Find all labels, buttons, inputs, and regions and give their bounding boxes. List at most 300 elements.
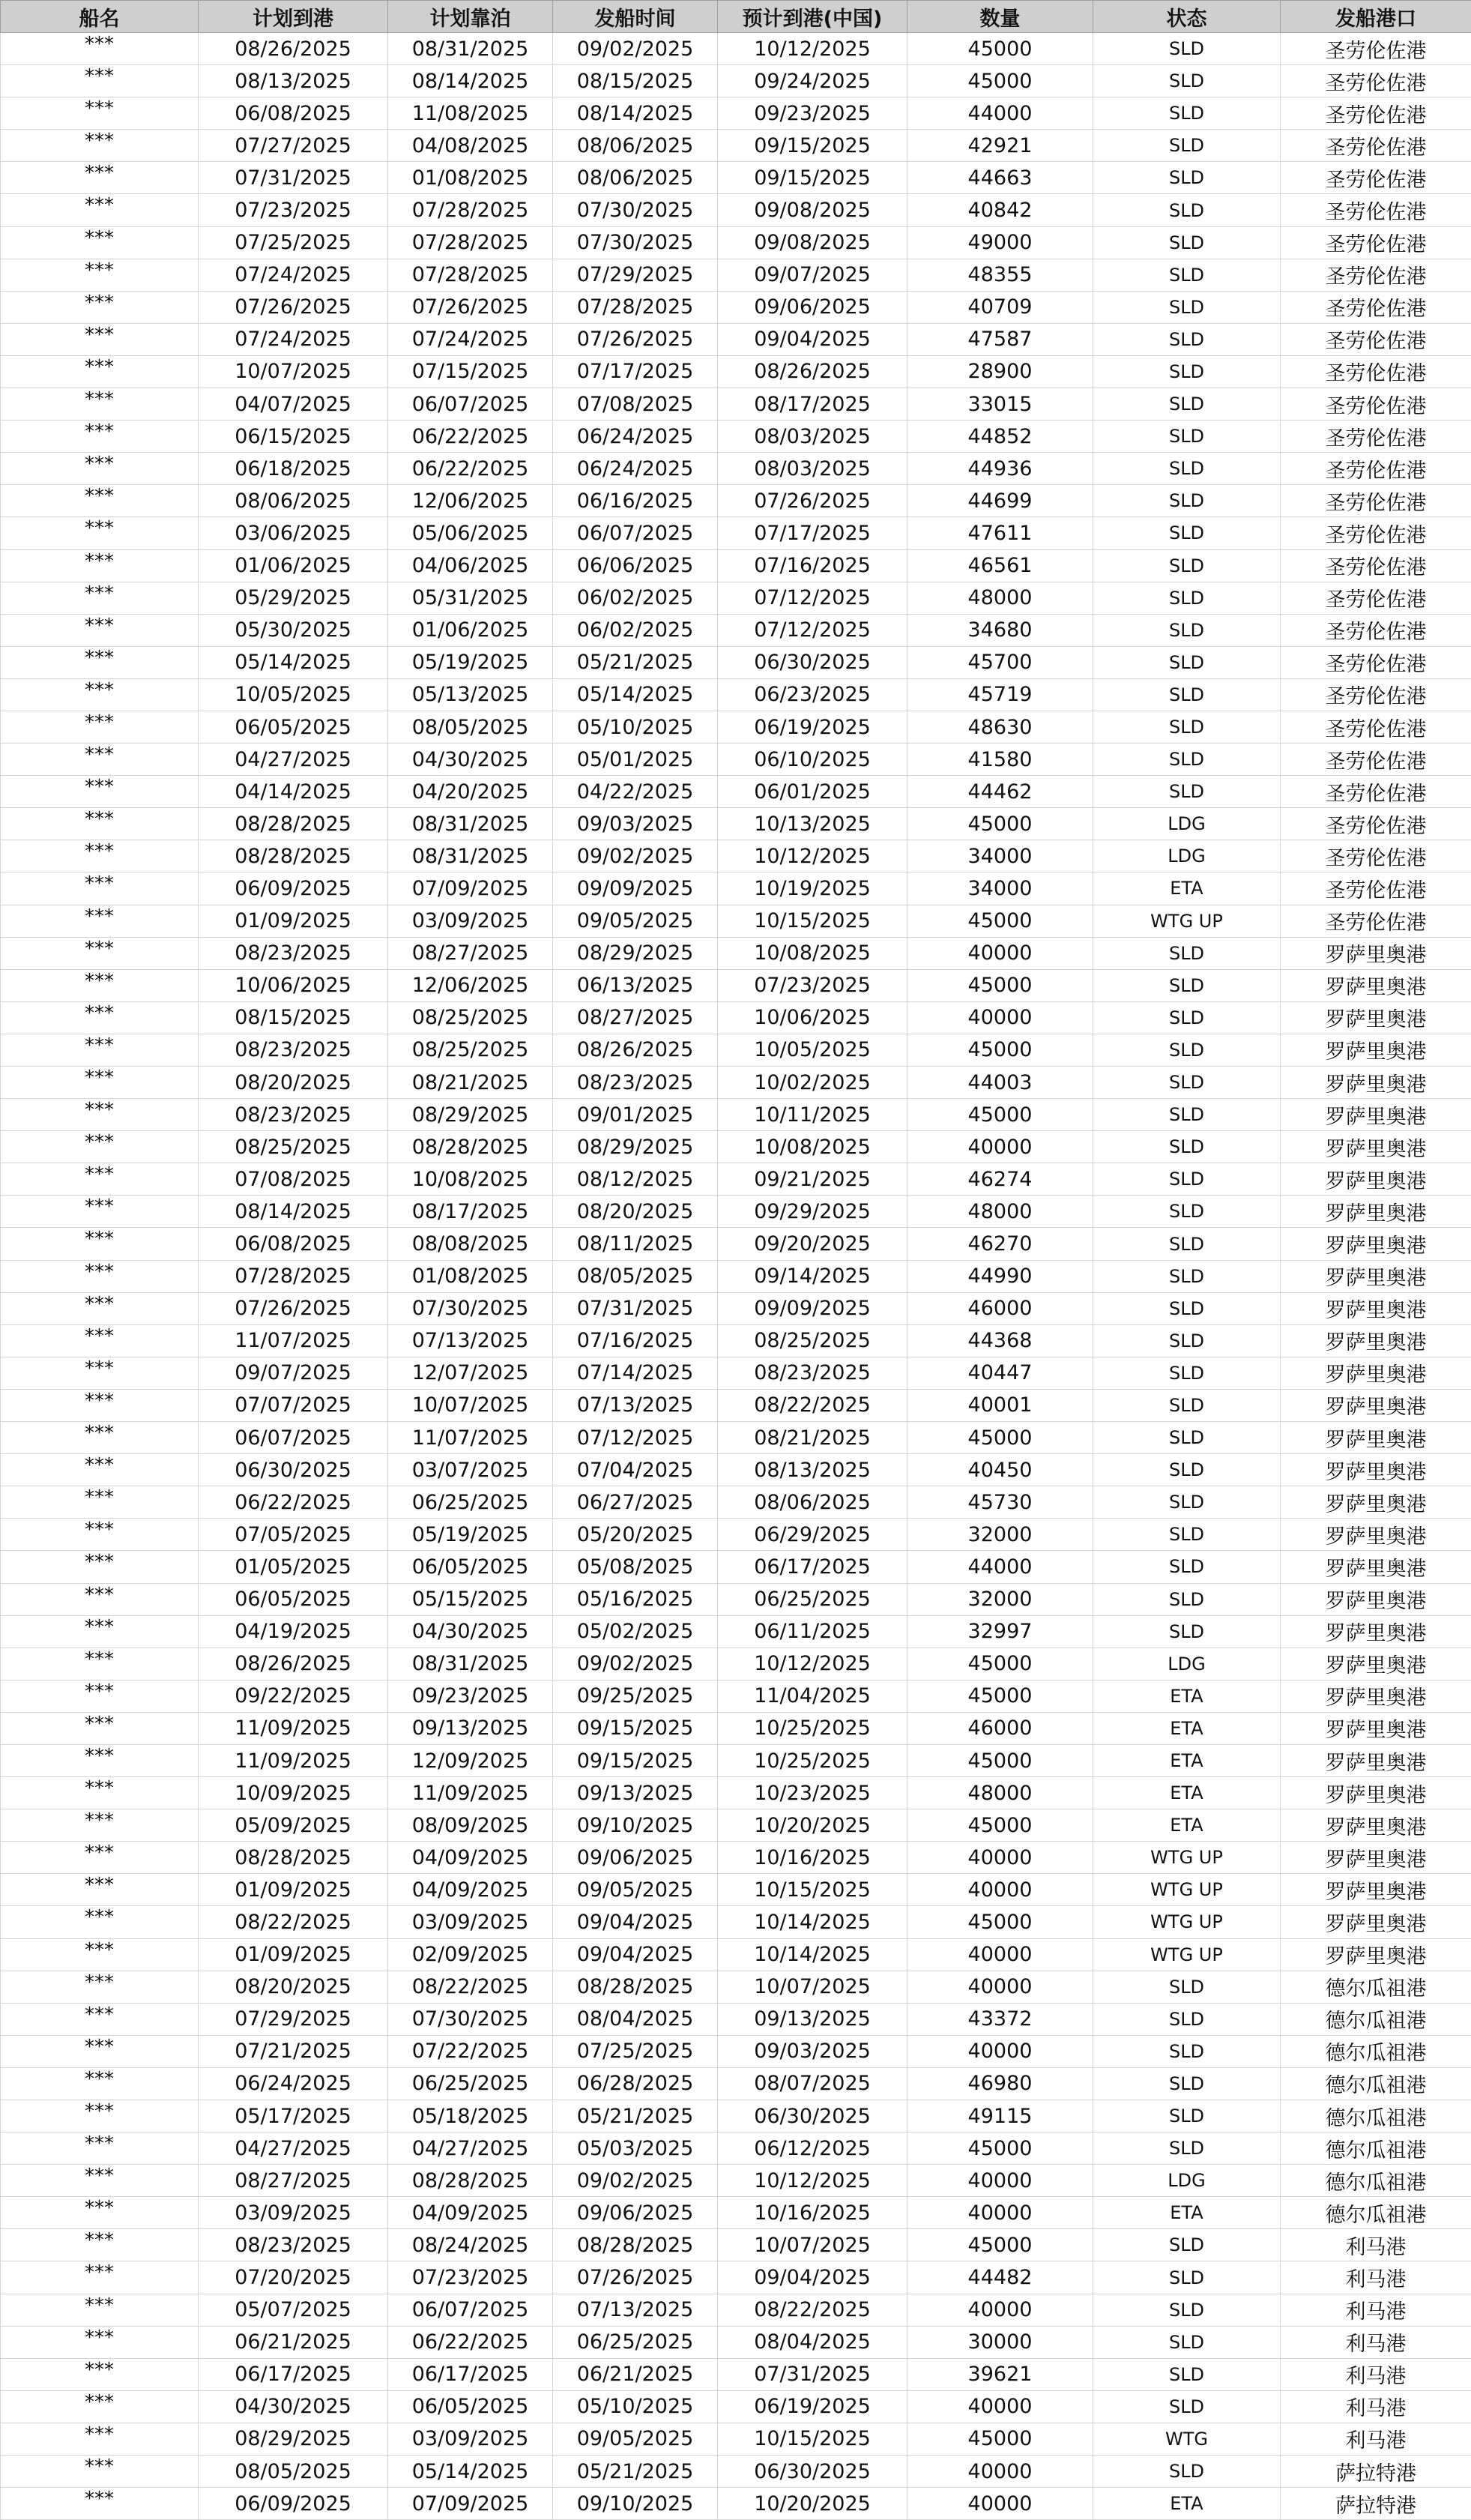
planned-berthing-cell: 08/29/2025 xyxy=(388,1099,553,1131)
planned-berthing-cell: 07/30/2025 xyxy=(388,1292,553,1324)
eta-china-cell: 10/12/2025 xyxy=(718,2165,907,2197)
planned-berthing-cell: 06/25/2025 xyxy=(388,1486,553,1519)
quantity-cell: 40000 xyxy=(907,1938,1093,1971)
planned-arrival-cell: 01/06/2025 xyxy=(199,549,388,582)
table-row xyxy=(1,2229,1471,2261)
quantity-cell: 45000 xyxy=(907,1034,1093,1066)
planned-arrival-cell: 07/21/2025 xyxy=(199,2035,388,2067)
quantity-cell: 45000 xyxy=(907,1099,1093,1131)
vessel-name-cell: *** xyxy=(1,840,199,872)
vessel-name-cell: *** xyxy=(1,2132,199,2165)
table-row xyxy=(1,130,1471,162)
table-row xyxy=(1,2456,1471,2488)
sailing-date-cell: 08/29/2025 xyxy=(553,937,718,969)
loading-port-cell: 圣劳伦佐港 xyxy=(1281,905,1471,937)
quantity-cell: 40842 xyxy=(907,194,1093,226)
quantity-cell: 45000 xyxy=(907,1680,1093,1712)
sailing-date-cell: 05/21/2025 xyxy=(553,2456,718,2488)
eta-china-cell: 06/29/2025 xyxy=(718,1519,907,1551)
quantity-cell: 34000 xyxy=(907,872,1093,905)
table-row xyxy=(1,1583,1471,1615)
sailing-date-cell: 09/06/2025 xyxy=(553,2197,718,2229)
table-row xyxy=(1,1001,1471,1034)
vessel-name-cell: *** xyxy=(1,1744,199,1776)
planned-arrival-cell: 06/18/2025 xyxy=(199,453,388,485)
eta-china-cell: 08/21/2025 xyxy=(718,1422,907,1454)
quantity-cell: 40000 xyxy=(907,1971,1093,2003)
quantity-cell: 48630 xyxy=(907,711,1093,743)
status-cell: SLD xyxy=(1093,2326,1281,2358)
table-row xyxy=(1,614,1471,646)
loading-port-cell: 罗萨里奥港 xyxy=(1281,1809,1471,1842)
planned-berthing-cell: 05/31/2025 xyxy=(388,582,553,614)
status-cell: SLD xyxy=(1093,1196,1281,1228)
planned-arrival-cell: 04/07/2025 xyxy=(199,388,388,420)
sailing-date-cell: 09/04/2025 xyxy=(553,1906,718,1938)
status-cell: SLD xyxy=(1093,2003,1281,2035)
vessel-name-cell: *** xyxy=(1,1067,199,1099)
sailing-date-cell: 09/06/2025 xyxy=(553,1842,718,1874)
header-planned-arrival: 计划到港 xyxy=(199,1,388,33)
vessel-name-cell: *** xyxy=(1,1357,199,1389)
eta-china-cell: 10/02/2025 xyxy=(718,1067,907,1099)
loading-port-cell: 圣劳伦佐港 xyxy=(1281,323,1471,355)
status-cell: WTG UP xyxy=(1093,1842,1281,1874)
table-row xyxy=(1,1842,1471,1874)
vessel-name-cell: *** xyxy=(1,97,199,130)
eta-china-cell: 10/25/2025 xyxy=(718,1712,907,1744)
sailing-date-cell: 09/02/2025 xyxy=(553,33,718,65)
table-row xyxy=(1,194,1471,226)
status-cell: SLD xyxy=(1093,453,1281,485)
loading-port-cell: 圣劳伦佐港 xyxy=(1281,291,1471,323)
planned-arrival-cell: 08/23/2025 xyxy=(199,1034,388,1066)
sailing-date-cell: 06/02/2025 xyxy=(553,582,718,614)
status-cell: SLD xyxy=(1093,1422,1281,1454)
vessel-name-cell: *** xyxy=(1,1486,199,1519)
eta-china-cell: 06/01/2025 xyxy=(718,776,907,808)
planned-berthing-cell: 04/09/2025 xyxy=(388,1842,553,1874)
header-eta-china: 预计到港(中国) xyxy=(718,1,907,33)
vessel-name-cell: *** xyxy=(1,1196,199,1228)
loading-port-cell: 罗萨里奥港 xyxy=(1281,969,1471,1001)
planned-berthing-cell: 04/09/2025 xyxy=(388,1874,553,1906)
eta-china-cell: 08/25/2025 xyxy=(718,1324,907,1357)
quantity-cell: 40000 xyxy=(907,1001,1093,1034)
vessel-name-cell: *** xyxy=(1,2358,199,2390)
eta-china-cell: 09/07/2025 xyxy=(718,259,907,291)
planned-berthing-cell: 12/07/2025 xyxy=(388,1357,553,1389)
eta-china-cell: 10/23/2025 xyxy=(718,1777,907,1809)
quantity-cell: 46000 xyxy=(907,1292,1093,1324)
planned-berthing-cell: 04/27/2025 xyxy=(388,2132,553,2165)
planned-arrival-cell: 11/09/2025 xyxy=(199,1712,388,1744)
planned-arrival-cell: 05/17/2025 xyxy=(199,2100,388,2132)
quantity-cell: 44000 xyxy=(907,97,1093,130)
table-row xyxy=(1,1744,1471,1776)
header-loading-port: 发船港口 xyxy=(1281,1,1471,33)
planned-berthing-cell: 08/24/2025 xyxy=(388,2229,553,2261)
loading-port-cell: 罗萨里奥港 xyxy=(1281,1260,1471,1292)
eta-china-cell: 07/26/2025 xyxy=(718,485,907,517)
table-row xyxy=(1,2035,1471,2067)
loading-port-cell: 罗萨里奥港 xyxy=(1281,1324,1471,1357)
eta-china-cell: 06/30/2025 xyxy=(718,646,907,678)
quantity-cell: 45000 xyxy=(907,2423,1093,2455)
header-sailing-date: 发船时间 xyxy=(553,1,718,33)
loading-port-cell: 圣劳伦佐港 xyxy=(1281,130,1471,162)
sailing-date-cell: 05/20/2025 xyxy=(553,1519,718,1551)
loading-port-cell: 利马港 xyxy=(1281,2229,1471,2261)
vessel-name-cell: *** xyxy=(1,2003,199,2035)
eta-china-cell: 10/20/2025 xyxy=(718,2488,907,2520)
status-cell: SLD xyxy=(1093,259,1281,291)
planned-berthing-cell: 06/22/2025 xyxy=(388,453,553,485)
planned-arrival-cell: 06/17/2025 xyxy=(199,2358,388,2390)
sailing-date-cell: 06/24/2025 xyxy=(553,453,718,485)
planned-berthing-cell: 07/28/2025 xyxy=(388,226,553,259)
sailing-date-cell: 09/10/2025 xyxy=(553,2488,718,2520)
sailing-date-cell: 08/06/2025 xyxy=(553,162,718,194)
planned-berthing-cell: 04/20/2025 xyxy=(388,776,553,808)
sailing-date-cell: 06/28/2025 xyxy=(553,2067,718,2100)
header-planned-berthing: 计划靠泊 xyxy=(388,1,553,33)
status-cell: SLD xyxy=(1093,1971,1281,2003)
sailing-date-cell: 05/08/2025 xyxy=(553,1551,718,1583)
sailing-date-cell: 07/16/2025 xyxy=(553,1324,718,1357)
loading-port-cell: 利马港 xyxy=(1281,2390,1471,2423)
vessel-name-cell: *** xyxy=(1,1034,199,1066)
vessel-name-cell: *** xyxy=(1,1163,199,1196)
planned-arrival-cell: 08/28/2025 xyxy=(199,840,388,872)
eta-china-cell: 06/12/2025 xyxy=(718,2132,907,2165)
table-row xyxy=(1,1809,1471,1842)
eta-china-cell: 10/12/2025 xyxy=(718,33,907,65)
table-row xyxy=(1,226,1471,259)
loading-port-cell: 罗萨里奥港 xyxy=(1281,1228,1471,1260)
eta-china-cell: 06/11/2025 xyxy=(718,1615,907,1648)
sailing-date-cell: 05/14/2025 xyxy=(553,678,718,711)
vessel-name-cell: *** xyxy=(1,323,199,355)
quantity-cell: 40000 xyxy=(907,937,1093,969)
loading-port-cell: 罗萨里奥港 xyxy=(1281,1163,1471,1196)
sailing-date-cell: 07/26/2025 xyxy=(553,323,718,355)
status-cell: ETA xyxy=(1093,2488,1281,2520)
planned-arrival-cell: 01/05/2025 xyxy=(199,1551,388,1583)
quantity-cell: 40000 xyxy=(907,2390,1093,2423)
quantity-cell: 48355 xyxy=(907,259,1093,291)
planned-arrival-cell: 07/29/2025 xyxy=(199,2003,388,2035)
quantity-cell: 40709 xyxy=(907,291,1093,323)
planned-berthing-cell: 07/28/2025 xyxy=(388,194,553,226)
status-cell: SLD xyxy=(1093,1001,1281,1034)
sailing-date-cell: 06/24/2025 xyxy=(553,420,718,453)
loading-port-cell: 罗萨里奥港 xyxy=(1281,1874,1471,1906)
table-row xyxy=(1,2423,1471,2455)
status-cell: SLD xyxy=(1093,1260,1281,1292)
planned-arrival-cell: 07/24/2025 xyxy=(199,323,388,355)
status-cell: SLD xyxy=(1093,130,1281,162)
planned-arrival-cell: 07/07/2025 xyxy=(199,1389,388,1421)
eta-china-cell: 09/03/2025 xyxy=(718,2035,907,2067)
vessel-name-cell: *** xyxy=(1,2229,199,2261)
vessel-name-cell: *** xyxy=(1,1809,199,1842)
planned-arrival-cell: 08/23/2025 xyxy=(199,1099,388,1131)
eta-china-cell: 09/24/2025 xyxy=(718,65,907,97)
eta-china-cell: 08/04/2025 xyxy=(718,2326,907,2358)
quantity-cell: 45000 xyxy=(907,905,1093,937)
planned-arrival-cell: 06/05/2025 xyxy=(199,711,388,743)
planned-arrival-cell: 07/05/2025 xyxy=(199,1519,388,1551)
eta-china-cell: 09/08/2025 xyxy=(718,194,907,226)
sailing-date-cell: 08/28/2025 xyxy=(553,1971,718,2003)
status-cell: LDG xyxy=(1093,2165,1281,2197)
table-row xyxy=(1,420,1471,453)
eta-china-cell: 06/30/2025 xyxy=(718,2100,907,2132)
planned-berthing-cell: 05/15/2025 xyxy=(388,1583,553,1615)
vessel-name-cell: *** xyxy=(1,582,199,614)
sailing-date-cell: 06/07/2025 xyxy=(553,517,718,549)
quantity-cell: 45000 xyxy=(907,65,1093,97)
eta-china-cell: 06/30/2025 xyxy=(718,2456,907,2488)
eta-china-cell: 11/04/2025 xyxy=(718,1680,907,1712)
sailing-date-cell: 08/14/2025 xyxy=(553,97,718,130)
table-row xyxy=(1,1067,1471,1099)
planned-arrival-cell: 03/09/2025 xyxy=(199,2197,388,2229)
planned-arrival-cell: 08/29/2025 xyxy=(199,2423,388,2455)
loading-port-cell: 罗萨里奥港 xyxy=(1281,1357,1471,1389)
quantity-cell: 49000 xyxy=(907,226,1093,259)
status-cell: ETA xyxy=(1093,1744,1281,1776)
planned-berthing-cell: 11/08/2025 xyxy=(388,97,553,130)
sailing-date-cell: 09/02/2025 xyxy=(553,2165,718,2197)
vessel-name-cell: *** xyxy=(1,453,199,485)
eta-china-cell: 10/15/2025 xyxy=(718,2423,907,2455)
table-row xyxy=(1,808,1471,840)
header-quantity: 数量 xyxy=(907,1,1093,33)
vessel-name-cell: *** xyxy=(1,1422,199,1454)
vessel-name-cell: *** xyxy=(1,259,199,291)
eta-china-cell: 09/23/2025 xyxy=(718,97,907,130)
quantity-cell: 44000 xyxy=(907,1551,1093,1583)
planned-berthing-cell: 01/08/2025 xyxy=(388,162,553,194)
sailing-date-cell: 06/25/2025 xyxy=(553,2326,718,2358)
status-cell: SLD xyxy=(1093,969,1281,1001)
sailing-date-cell: 08/28/2025 xyxy=(553,2229,718,2261)
table-row xyxy=(1,1486,1471,1519)
sailing-date-cell: 05/03/2025 xyxy=(553,2132,718,2165)
planned-arrival-cell: 04/30/2025 xyxy=(199,2390,388,2423)
status-cell: SLD xyxy=(1093,1389,1281,1421)
eta-china-cell: 09/15/2025 xyxy=(718,162,907,194)
vessel-name-cell: *** xyxy=(1,2390,199,2423)
loading-port-cell: 圣劳伦佐港 xyxy=(1281,226,1471,259)
eta-china-cell: 07/12/2025 xyxy=(718,582,907,614)
loading-port-cell: 萨拉特港 xyxy=(1281,2456,1471,2488)
sailing-date-cell: 09/15/2025 xyxy=(553,1744,718,1776)
table-row xyxy=(1,905,1471,937)
planned-arrival-cell: 08/23/2025 xyxy=(199,937,388,969)
status-cell: SLD xyxy=(1093,2390,1281,2423)
vessel-name-cell: *** xyxy=(1,162,199,194)
vessel-name-cell: *** xyxy=(1,1292,199,1324)
status-cell: SLD xyxy=(1093,582,1281,614)
planned-berthing-cell: 09/13/2025 xyxy=(388,1712,553,1744)
vessel-name-cell: *** xyxy=(1,969,199,1001)
sailing-date-cell: 06/27/2025 xyxy=(553,1486,718,1519)
vessel-name-cell: *** xyxy=(1,1615,199,1648)
loading-port-cell: 圣劳伦佐港 xyxy=(1281,646,1471,678)
loading-port-cell: 德尔瓜祖港 xyxy=(1281,2035,1471,2067)
planned-arrival-cell: 05/29/2025 xyxy=(199,582,388,614)
status-cell: SLD xyxy=(1093,1034,1281,1066)
status-cell: SLD xyxy=(1093,194,1281,226)
planned-arrival-cell: 05/09/2025 xyxy=(199,1809,388,1842)
planned-berthing-cell: 04/09/2025 xyxy=(388,2197,553,2229)
loading-port-cell: 利马港 xyxy=(1281,2261,1471,2294)
table-row xyxy=(1,1099,1471,1131)
quantity-cell: 40450 xyxy=(907,1454,1093,1486)
table-row xyxy=(1,323,1471,355)
vessel-name-cell: *** xyxy=(1,1971,199,2003)
planned-berthing-cell: 03/09/2025 xyxy=(388,905,553,937)
loading-port-cell: 罗萨里奥港 xyxy=(1281,1034,1471,1066)
sailing-date-cell: 05/16/2025 xyxy=(553,1583,718,1615)
planned-berthing-cell: 07/26/2025 xyxy=(388,291,553,323)
eta-china-cell: 09/06/2025 xyxy=(718,291,907,323)
table-row xyxy=(1,2100,1471,2132)
quantity-cell: 40000 xyxy=(907,2456,1093,2488)
sailing-date-cell: 07/04/2025 xyxy=(553,1454,718,1486)
planned-berthing-cell: 08/31/2025 xyxy=(388,808,553,840)
eta-china-cell: 10/16/2025 xyxy=(718,2197,907,2229)
sailing-date-cell: 07/13/2025 xyxy=(553,2294,718,2326)
eta-china-cell: 10/25/2025 xyxy=(718,1744,907,1776)
eta-china-cell: 07/31/2025 xyxy=(718,2358,907,2390)
sailing-date-cell: 04/22/2025 xyxy=(553,776,718,808)
planned-arrival-cell: 08/20/2025 xyxy=(199,1067,388,1099)
status-cell: SLD xyxy=(1093,1615,1281,1648)
planned-arrival-cell: 04/27/2025 xyxy=(199,744,388,776)
planned-arrival-cell: 06/22/2025 xyxy=(199,1486,388,1519)
planned-berthing-cell: 08/31/2025 xyxy=(388,33,553,65)
table-row xyxy=(1,711,1471,743)
status-cell: SLD xyxy=(1093,226,1281,259)
loading-port-cell: 罗萨里奥港 xyxy=(1281,1906,1471,1938)
planned-berthing-cell: 07/23/2025 xyxy=(388,2261,553,2294)
quantity-cell: 48000 xyxy=(907,582,1093,614)
loading-port-cell: 圣劳伦佐港 xyxy=(1281,97,1471,130)
eta-china-cell: 07/17/2025 xyxy=(718,517,907,549)
table-row xyxy=(1,1874,1471,1906)
sailing-date-cell: 05/02/2025 xyxy=(553,1615,718,1648)
sailing-date-cell: 09/09/2025 xyxy=(553,872,718,905)
planned-berthing-cell: 08/28/2025 xyxy=(388,2165,553,2197)
loading-port-cell: 圣劳伦佐港 xyxy=(1281,355,1471,388)
planned-arrival-cell: 08/23/2025 xyxy=(199,2229,388,2261)
loading-port-cell: 圣劳伦佐港 xyxy=(1281,840,1471,872)
status-cell: SLD xyxy=(1093,2456,1281,2488)
vessel-name-cell: *** xyxy=(1,2326,199,2358)
quantity-cell: 40000 xyxy=(907,1842,1093,1874)
status-cell: SLD xyxy=(1093,1292,1281,1324)
table-row xyxy=(1,1615,1471,1648)
status-cell: SLD xyxy=(1093,1551,1281,1583)
eta-china-cell: 06/23/2025 xyxy=(718,678,907,711)
planned-berthing-cell: 05/19/2025 xyxy=(388,1519,553,1551)
loading-port-cell: 罗萨里奥港 xyxy=(1281,1519,1471,1551)
loading-port-cell: 罗萨里奥港 xyxy=(1281,1454,1471,1486)
loading-port-cell: 利马港 xyxy=(1281,2358,1471,2390)
eta-china-cell: 09/21/2025 xyxy=(718,1163,907,1196)
planned-berthing-cell: 05/06/2025 xyxy=(388,517,553,549)
eta-china-cell: 08/22/2025 xyxy=(718,1389,907,1421)
planned-berthing-cell: 03/09/2025 xyxy=(388,1906,553,1938)
sailing-date-cell: 08/06/2025 xyxy=(553,130,718,162)
quantity-cell: 34000 xyxy=(907,840,1093,872)
quantity-cell: 45730 xyxy=(907,1486,1093,1519)
vessel-name-cell: *** xyxy=(1,194,199,226)
planned-arrival-cell: 07/24/2025 xyxy=(199,259,388,291)
vessel-name-cell: *** xyxy=(1,388,199,420)
loading-port-cell: 罗萨里奥港 xyxy=(1281,1292,1471,1324)
planned-arrival-cell: 06/09/2025 xyxy=(199,2488,388,2520)
sailing-date-cell: 09/02/2025 xyxy=(553,1648,718,1680)
table-row xyxy=(1,453,1471,485)
planned-berthing-cell: 12/06/2025 xyxy=(388,485,553,517)
loading-port-cell: 圣劳伦佐港 xyxy=(1281,194,1471,226)
status-cell: SLD xyxy=(1093,776,1281,808)
vessel-name-cell: *** xyxy=(1,1324,199,1357)
table-row xyxy=(1,1648,1471,1680)
eta-china-cell: 10/07/2025 xyxy=(718,1971,907,2003)
loading-port-cell: 圣劳伦佐港 xyxy=(1281,453,1471,485)
quantity-cell: 40001 xyxy=(907,1389,1093,1421)
quantity-cell: 33015 xyxy=(907,388,1093,420)
status-cell: WTG UP xyxy=(1093,1938,1281,1971)
planned-arrival-cell: 07/08/2025 xyxy=(199,1163,388,1196)
quantity-cell: 32997 xyxy=(907,1615,1093,1648)
planned-arrival-cell: 08/26/2025 xyxy=(199,33,388,65)
table-row xyxy=(1,1034,1471,1066)
sailing-date-cell: 07/29/2025 xyxy=(553,259,718,291)
planned-arrival-cell: 07/23/2025 xyxy=(199,194,388,226)
loading-port-cell: 圣劳伦佐港 xyxy=(1281,744,1471,776)
table-row xyxy=(1,1938,1471,1971)
sailing-date-cell: 05/21/2025 xyxy=(553,646,718,678)
vessel-name-cell: *** xyxy=(1,1648,199,1680)
sailing-date-cell: 09/04/2025 xyxy=(553,1938,718,1971)
planned-berthing-cell: 03/09/2025 xyxy=(388,2423,553,2455)
vessel-name-cell: *** xyxy=(1,2197,199,2229)
table-row xyxy=(1,65,1471,97)
quantity-cell: 40000 xyxy=(907,1131,1093,1163)
loading-port-cell: 罗萨里奥港 xyxy=(1281,1001,1471,1034)
table-row xyxy=(1,937,1471,969)
sailing-date-cell: 08/05/2025 xyxy=(553,1260,718,1292)
eta-china-cell: 10/08/2025 xyxy=(718,937,907,969)
quantity-cell: 46270 xyxy=(907,1228,1093,1260)
sailing-date-cell: 06/16/2025 xyxy=(553,485,718,517)
planned-arrival-cell: 10/09/2025 xyxy=(199,1777,388,1809)
status-cell: SLD xyxy=(1093,485,1281,517)
loading-port-cell: 德尔瓜祖港 xyxy=(1281,2067,1471,2100)
table-row xyxy=(1,2294,1471,2326)
loading-port-cell: 圣劳伦佐港 xyxy=(1281,65,1471,97)
eta-china-cell: 10/15/2025 xyxy=(718,905,907,937)
planned-arrival-cell: 06/15/2025 xyxy=(199,420,388,453)
planned-arrival-cell: 08/06/2025 xyxy=(199,485,388,517)
